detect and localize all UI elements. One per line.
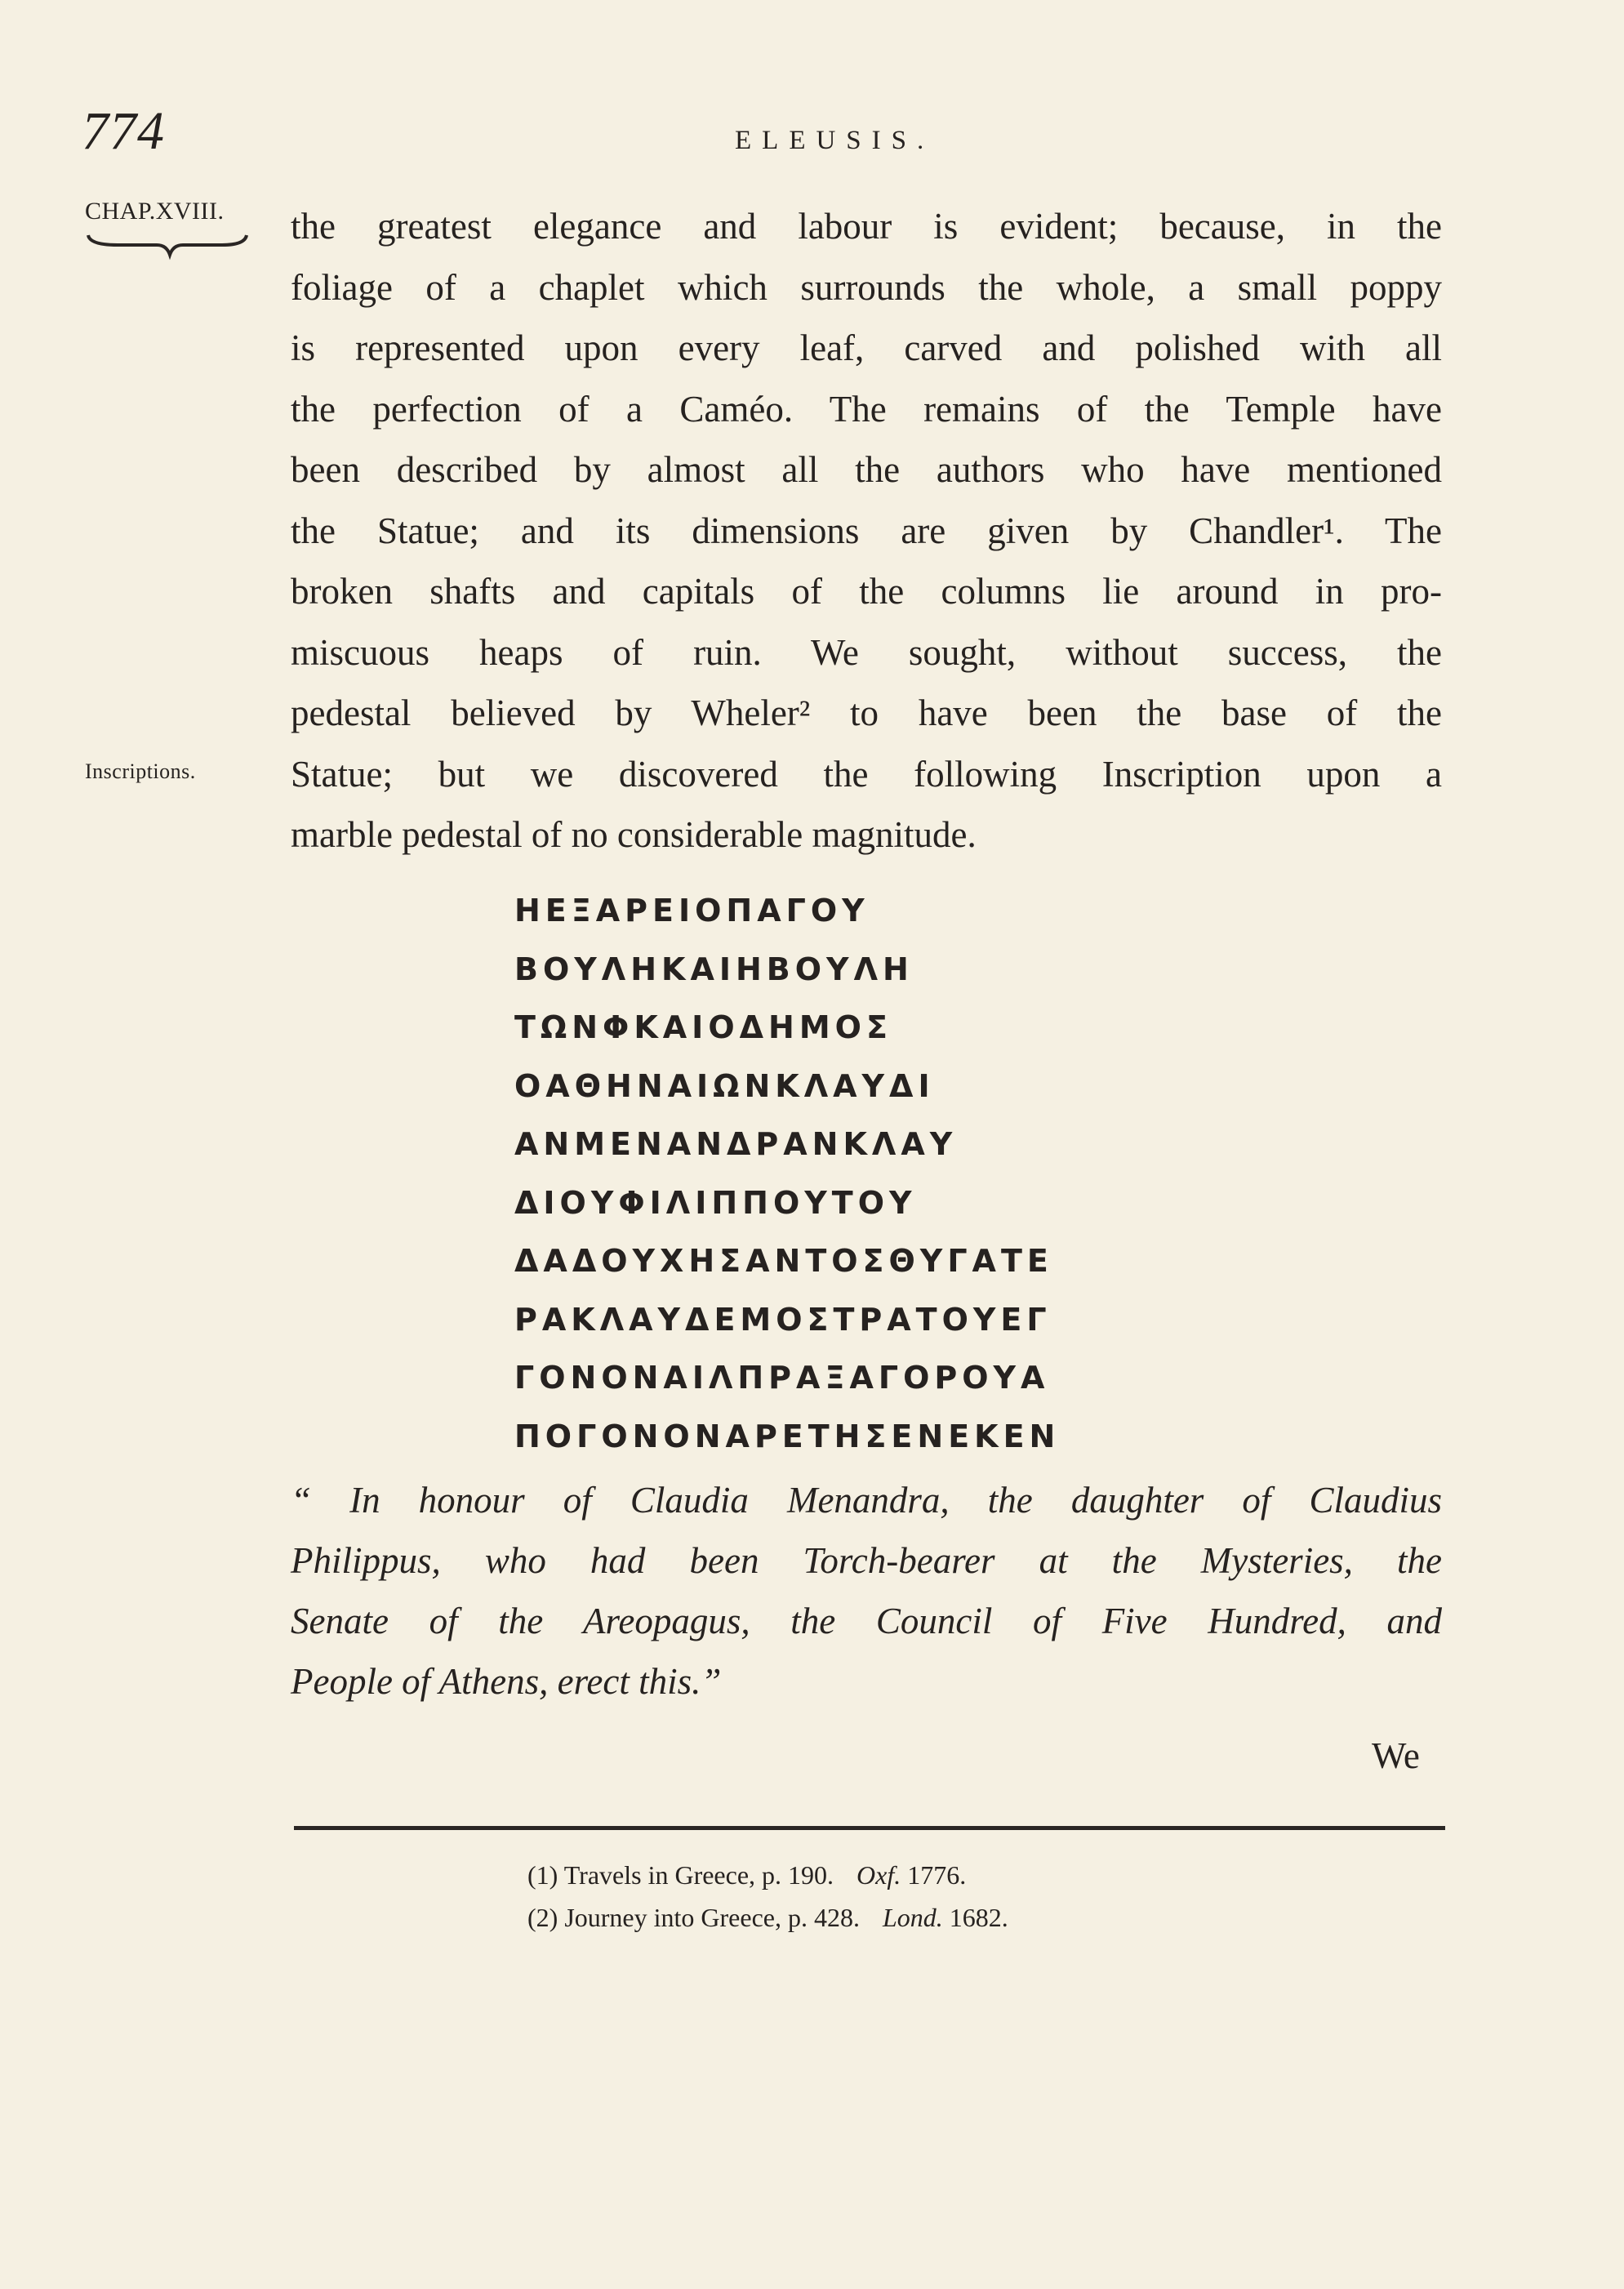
inscription-line: ΤΩΝΦΚΑΙΟΔΗΜΟΣ [514, 1009, 892, 1045]
footnote-year: 1682. [949, 1903, 1008, 1932]
body-line: is represented upon every leaf, carved and polished with all [291, 327, 1442, 368]
body-line: Statue; but we discovered the following Inscription upon a [291, 753, 1442, 795]
inscription-line: ΡΑΚΛΑΥΔΕΜΟΣΤΡΑΤΟΥΕΓ [514, 1301, 1052, 1338]
body-line: marble pedestal of no considerable magnitude. [291, 814, 977, 855]
translation-text [291, 1470, 1442, 1712]
body-line: been described by almost all the authors who have mentioned [291, 449, 1442, 490]
inscription-line: ΔΑΔΟΥΧΗΣΑΝΤΟΣΘΥΓΑΤΕ [514, 1243, 1053, 1279]
body-line: pedestal believed by Wheler² to have been the base of the [291, 692, 1442, 733]
inscription-line: ΒΟΥΛΗΚΑΙΗΒΟΥΛΗ [514, 951, 914, 987]
translation-line: Philippus, who had been Torch-bearer at the Mysteries, the [291, 1540, 1442, 1581]
body-text [291, 196, 1442, 866]
greek-inscription [514, 882, 1060, 1466]
footnote-number: (1) [527, 1860, 558, 1890]
footnote-text: Journey into Greece, p. 428. [564, 1903, 860, 1932]
footnote-number: (2) [527, 1903, 558, 1932]
inscription-line: ΟΑΘΗΝΑΙΩΝΚΛΑΥΔΙ [514, 1067, 935, 1104]
page-number: 774 [82, 101, 165, 161]
footnote [527, 1854, 1008, 1896]
body-line: the Statue; and its dimensions are given by Chandler¹. The [291, 510, 1442, 551]
footnote-year: 1776. [907, 1860, 967, 1890]
footnotes [527, 1854, 1008, 1939]
translation-line: Senate of the Areopagus, the Council of Five Hundred, and [291, 1601, 1442, 1641]
inscription-line: ΗΕΞΑΡΕΙΟΠΑΓΟΥ [514, 893, 870, 929]
inscription-line: ΓΟΝΟΝΑΙΛΠΡΑΞΑΓΟΡΟΥΑ [514, 1360, 1050, 1396]
body-line: the perfection of a Caméo. The remains of the Temple have [291, 388, 1442, 430]
margin-chapter-label: CHAP.XVIII. [85, 198, 225, 225]
catchword: We [1372, 1735, 1420, 1776]
footnote-place: Oxf. [856, 1860, 901, 1890]
body-line: broken shafts and capitals of the columns lie around in pro- [291, 571, 1442, 612]
footnote-rule [294, 1826, 1445, 1830]
body-line: miscuous heaps of ruin. We sought, without success, the [291, 631, 1442, 673]
margin-inscriptions-label: Inscriptions. [85, 759, 196, 783]
translation-line: People of Athens, erect this.” [291, 1661, 722, 1702]
body-line: foliage of a chaplet which surrounds the whole, a small poppy [291, 266, 1442, 308]
inscription-line: ΠΟΓΟΝΟΝΑΡΕΤΗΣΕΝΕΚΕΝ [514, 1418, 1061, 1454]
body-line: the greatest elegance and labour is evident; because, in the [291, 206, 1442, 247]
chapter-brace-ornament [85, 230, 248, 263]
footnote [527, 1896, 1008, 1939]
footnote-place: Lond. [882, 1903, 943, 1932]
translation-line: “ In honour of Claudia Menandra, the daughter of Claudius [291, 1480, 1442, 1521]
inscription-line: ΔΙΟΥΦΙΛΙΠΠΟΥΤΟΥ [514, 1184, 917, 1221]
footnote-text: Travels in Greece, p. 190. [563, 1860, 834, 1890]
inscription-line: ΑΝΜΕΝΑΝΔΡΑΝΚΛΑΥ [514, 1126, 958, 1162]
running-head: ELEUSIS. [735, 126, 935, 155]
